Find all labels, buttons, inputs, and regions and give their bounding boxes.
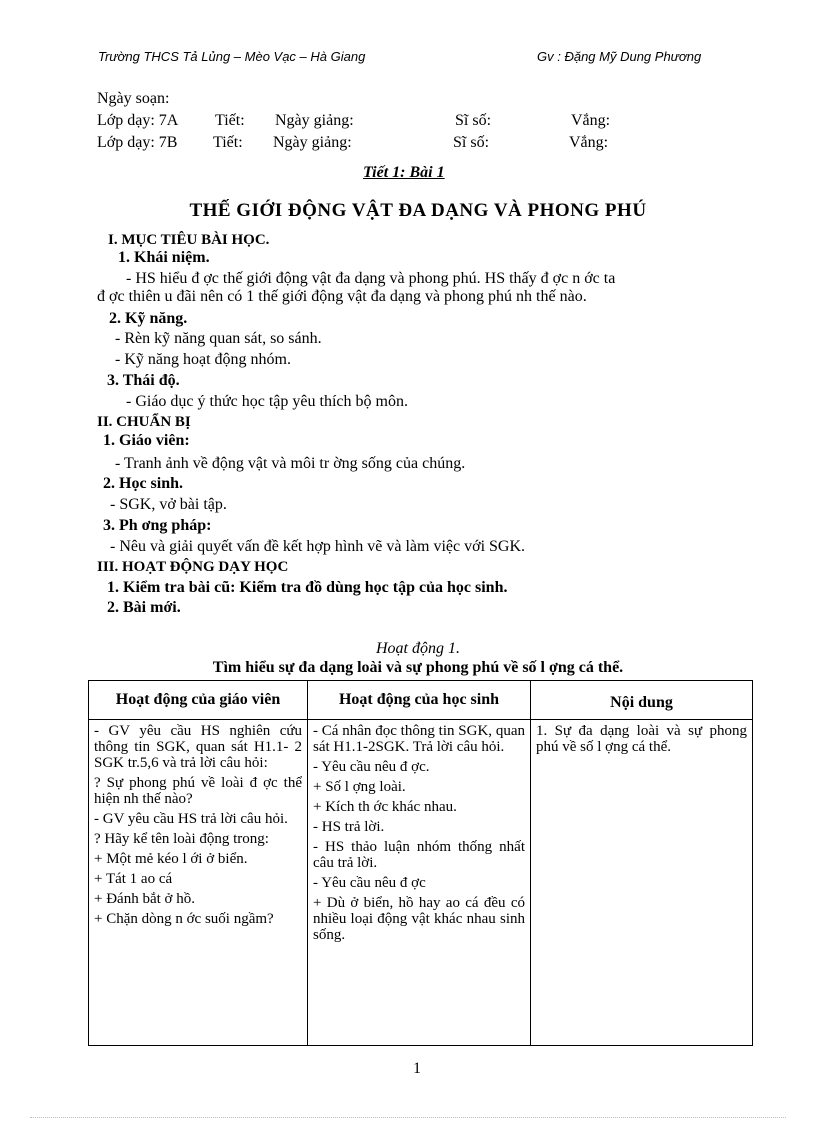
section-3-heading: III. HOẠT ĐỘNG DẠY HỌC <box>97 559 289 575</box>
row2-tiet: Tiết: <box>213 134 243 151</box>
row2-vang: Vắng: <box>569 134 609 151</box>
student-line: - HS trả lời. <box>313 819 385 835</box>
teacher-line: - GV yêu cầu HS trả lời câu hỏi. <box>94 811 288 827</box>
teacher-activity-cell <box>89 720 308 1046</box>
row1-lop: Lớp dạy: 7A <box>97 112 179 129</box>
section-3-1-heading: 1. Kiểm tra bài cũ: Kiểm tra đồ dùng học tập của học sinh. <box>107 579 508 596</box>
student-line: - Yêu cầu nêu đ ợc <box>313 875 426 891</box>
student-line: - Yêu cầu nêu đ ợc. <box>313 759 430 775</box>
page-bottom-divider <box>30 1117 786 1118</box>
lesson-title: THẾ GIỚI ĐỘNG VẬT ĐA DẠNG VÀ PHONG PHÚ <box>189 200 647 221</box>
table-header-row <box>89 681 753 720</box>
activity-heading: Hoạt động 1. <box>376 640 460 657</box>
student-line: - HS thảo luận nhóm thống nhất câu trả lời. <box>313 839 525 871</box>
column-header-student: Hoạt động của học sinh <box>308 681 531 720</box>
teacher-line: ? Hãy kể tên loài động trong: <box>94 831 269 847</box>
section-2-1-item-a: - Tranh ảnh về động vật và môi tr ờng sống của chúng. <box>115 455 466 472</box>
section-3-2-heading: 2. Bài mới. <box>107 599 181 616</box>
student-line: + Dù ở biển, hồ hay ao cá đều có nhiều loại động vật khác nhau sinh sống. <box>313 895 525 943</box>
student-line: - Cá nhân đọc thông tin SGK, quan sát H1.1-2SGK. Trả lời câu hỏi. <box>313 723 525 755</box>
section-1-3-heading: 3. Thái độ. <box>107 372 180 389</box>
activity-subheading: Tìm hiểu sự đa dạng loài và sự phong phú về số l ợng cá thể. <box>212 659 624 676</box>
student-line: + Kích th ớc khác nhau. <box>313 799 457 815</box>
header-teacher: Gv : Đặng Mỹ Dung Phương <box>537 49 702 64</box>
section-1-3-item-a: - Giáo dục ý thức học tập yêu thích bộ môn. <box>126 393 408 410</box>
row2-lop: Lớp dạy: 7B <box>97 134 178 151</box>
section-1-2-item-a: - Rèn kỹ năng quan sát, so sánh. <box>115 330 322 347</box>
row1-tiet: Tiết: <box>215 112 245 129</box>
teacher-line: + Một mẻ kéo l ới ở biển. <box>94 851 248 867</box>
teacher-line: + Tát 1 ao cá <box>94 871 173 887</box>
header-school: Trường THCS Tả Lủng – Mèo Vạc – Hà Giang <box>98 49 366 64</box>
student-activity-cell <box>308 720 531 1046</box>
column-header-teacher: Hoạt động của giáo viên <box>89 681 308 720</box>
section-1-1-heading: 1. Khái niệm. <box>118 249 210 266</box>
content-cell <box>531 720 753 1046</box>
section-1-heading: I. MỤC TIÊU BÀI HỌC. <box>108 232 270 248</box>
section-1-2-heading: 2. Kỹ năng. <box>109 310 188 327</box>
ngay-soan: Ngày soạn: <box>97 90 170 107</box>
section-2-1-heading: 1. Giáo viên: <box>103 432 190 449</box>
row2-si-so: Sĩ số: <box>453 134 490 151</box>
teacher-line: ? Sự phong phú về loài đ ợc thể hiện nh thế nào? <box>94 775 302 807</box>
student-line: + Số l ợng loài. <box>313 779 406 795</box>
row1-si-so: Sĩ số: <box>455 112 492 129</box>
row1-vang: Vắng: <box>571 112 611 129</box>
section-1-1-line1: - HS hiểu đ ợc thế giới động vật đa dạng và phong phú. HS thấy đ ợc n ớc ta <box>126 270 616 287</box>
row2-ngay-giang: Ngày giảng: <box>273 134 352 151</box>
teacher-line: - GV yêu cầu HS nghiên cứu thông tin SGK, quan sát H1.1- 2 SGK tr.5,6 và trả lời câu hỏi: <box>94 723 302 771</box>
section-2-3-heading: 3. Ph ơng pháp: <box>103 517 212 534</box>
content-line: 1. Sự đa dạng loài và sự phong phú về số l ợng cá thể. <box>536 723 747 755</box>
teacher-line: + Chặn dòng n ớc suối ngầm? <box>94 911 274 927</box>
page-number: 1 <box>413 1060 421 1077</box>
section-1-1-line2: đ ợc thiên u đãi nên có 1 thế giới động vật đa dạng và phong phú nh thế nào. <box>97 288 587 305</box>
section-1-2-item-b: - Kỹ năng hoạt động nhóm. <box>115 351 291 368</box>
table-row <box>89 720 753 1046</box>
section-2-2-item-a: - SGK, vở bài tập. <box>110 496 227 513</box>
activity-table <box>88 680 753 1046</box>
section-2-heading: II. CHUẨN BỊ <box>97 414 191 430</box>
teacher-line: + Đánh bắt ở hồ. <box>94 891 195 907</box>
section-2-3-item-a: - Nêu và giải quyết vấn đề kết hợp hình vẽ và làm việc với SGK. <box>110 538 526 555</box>
column-header-content: Nội dung <box>531 681 753 720</box>
lesson-period: Tiết 1: Bài 1 <box>363 164 445 181</box>
row1-ngay-giang: Ngày giảng: <box>275 112 354 129</box>
section-2-2-heading: 2. Học sinh. <box>103 475 184 492</box>
